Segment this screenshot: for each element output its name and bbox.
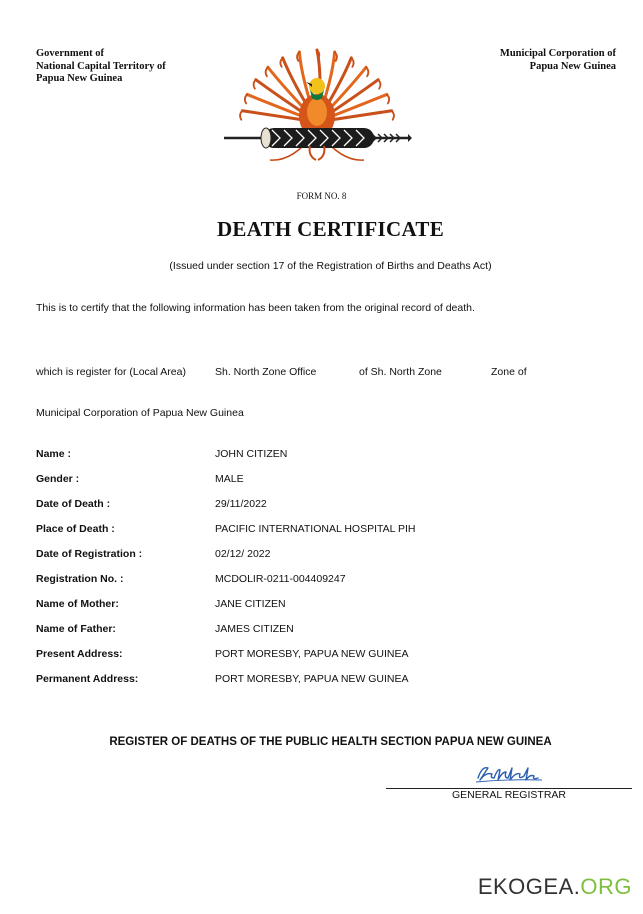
bird-of-paradise-emblem-icon	[222, 42, 412, 172]
page-title: DEATH CERTIFICATE	[216, 217, 445, 241]
detail-value: PACIFIC INTERNATIONAL HOSPITAL PIH	[215, 523, 416, 535]
detail-value: 29/11/2022	[215, 498, 267, 510]
detail-value: JANE CITIZEN	[215, 598, 286, 610]
plume-curl	[240, 111, 242, 120]
detail-label: Gender :	[36, 473, 80, 485]
plume-curl	[245, 94, 247, 103]
registration-zone: of Sh. North Zone	[359, 366, 442, 378]
detail-row	[36, 673, 596, 698]
details-list	[36, 448, 596, 698]
plume-curl	[280, 58, 282, 67]
plume-curl	[266, 67, 268, 76]
detail-row	[36, 473, 596, 498]
watermark-main: EKOGEA.	[477, 874, 581, 899]
plume-curl	[392, 111, 394, 120]
registrar-signature	[472, 760, 544, 786]
detail-value: MCDOLIR-0211-004409247	[215, 573, 346, 585]
header-left	[36, 48, 166, 86]
detail-label: Date of Death :	[36, 498, 111, 510]
detail-label: Date of Registration :	[36, 548, 143, 560]
detail-row	[36, 648, 596, 673]
site-watermark	[478, 874, 632, 900]
detail-value: JAMES CITIZEN	[215, 623, 294, 635]
detail-row	[36, 448, 596, 473]
detail-row	[36, 498, 596, 523]
plume-curl	[387, 94, 389, 103]
header-left-line: Papua New Guinea	[36, 73, 123, 84]
detail-label: Name of Mother:	[36, 598, 119, 610]
detail-row	[36, 598, 596, 623]
detail-row	[36, 548, 596, 573]
registration-prefix: which is register for (Local Area)	[36, 366, 186, 378]
header-right-line: Papua New Guinea	[529, 60, 616, 72]
detail-row	[36, 623, 596, 648]
detail-label: Place of Death :	[36, 523, 115, 535]
issued-note: (Issued under section 17 of the Registration of Births and Deaths Act)	[169, 260, 492, 272]
detail-value: 02/12/ 2022	[215, 548, 271, 560]
detail-value: MALE	[215, 473, 244, 485]
plume-curl	[254, 80, 256, 89]
certify-statement: This is to certify that the following information has been taken from the original record of death.	[36, 302, 475, 314]
registration-office: Sh. North Zone Office	[215, 366, 317, 378]
form-number: FORM NO. 8	[296, 191, 347, 201]
detail-value: PORT MORESBY, PAPUA NEW GUINEA	[215, 673, 409, 685]
register-heading: REGISTER OF DEATHS OF THE PUBLIC HEALTH SECTION PAPUA NEW GUINEA	[109, 736, 552, 748]
header-right-line: Municipal Corporation of	[499, 48, 616, 59]
detail-label: Registration No. :	[36, 573, 124, 585]
registration-zone-of: Zone of	[491, 366, 527, 378]
plume-curl	[378, 80, 380, 89]
detail-label: Name of Father:	[36, 623, 116, 635]
detail-row	[36, 573, 596, 598]
header-left-line: National Capital Territory of	[36, 60, 166, 72]
header-right	[500, 48, 616, 73]
detail-value: JOHN CITIZEN	[215, 448, 288, 460]
header-left-line: Government of	[36, 48, 104, 59]
registrar-title: GENERAL REGISTRAR	[452, 789, 566, 801]
detail-label: Permanent Address:	[36, 673, 139, 685]
watermark-accent: ORG	[580, 874, 632, 899]
detail-row	[36, 523, 596, 548]
detail-label: Present Address:	[36, 648, 123, 660]
plume-curl	[351, 58, 353, 67]
detail-value: PORT MORESBY, PAPUA NEW GUINEA	[215, 648, 409, 660]
municipal-corporation: Municipal Corporation of Papua New Guinea	[36, 407, 244, 419]
detail-label: Name :	[36, 448, 72, 460]
plume-curl	[366, 67, 368, 76]
